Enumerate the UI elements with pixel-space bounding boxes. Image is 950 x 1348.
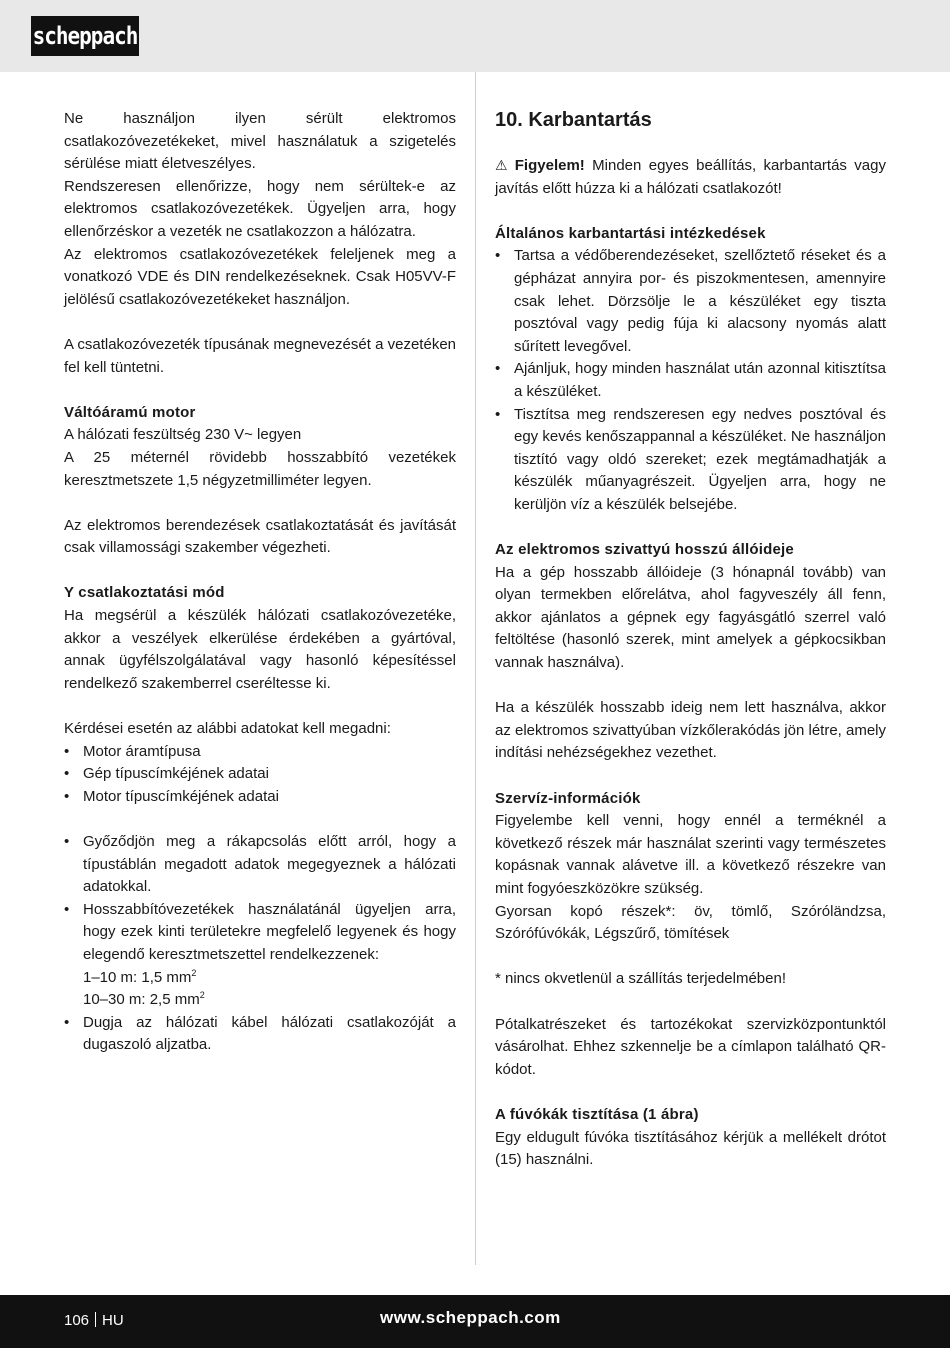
list-item: • Dugja az hálózati kábel hálózati csatlakozóját a dugaszoló aljzatba. xyxy=(64,1012,456,1057)
paragraph: Figyelembe kell venni, hogy ennél a terméknél a következő részek már használat szerinti vagy természetes kopásnak vannak alávetve ill. a következő részekre van mint fogyóeszközökre szükség. xyxy=(495,812,886,897)
paragraph: Az elektromos csatlakozóvezetékek feleljenek meg a vonatkozó VDE és DIN rendelkezéseknek. Csak H05VV-F jelölésű csatlakozóvezetékeket használjon. xyxy=(64,245,456,308)
right-column xyxy=(495,108,886,1172)
bullet-list xyxy=(64,741,456,809)
section-title: 10. Karbantartás xyxy=(495,109,652,131)
paragraph: Pótalkatrészeket és tartozékokat szervizközpontunktól vásárolhat. Ehhez szkennelje be a címlapon található QR-kódot. xyxy=(495,1015,886,1078)
warning-paragraph xyxy=(495,154,886,200)
cross-section-line: 1–10 m: 1,5 mm xyxy=(83,968,192,986)
paragraph: Ha a gép hosszabb állóideje (3 hónapnál tovább) van olyan termekben előrelátva, ahol fagyveszély áll fenn, akkor ajánlatos a gépnek egy fagyásgátló szerrel való feltöltése (hasonló szerek, mint amelyek a gépkocsikban vannak használva). xyxy=(495,563,886,672)
paragraph: Rendszeresen ellenőrizze, hogy nem sérültek-e az elektromos csatlakozóvezetékek. Ügyeljen arra, hogy ellenőrzéskor a vezeték ne csatlakozzon a hálózatra. xyxy=(64,177,456,240)
list-item xyxy=(64,899,456,1012)
page-header xyxy=(0,0,950,72)
list-item: • Gép típuscímkéjének adatai xyxy=(64,763,456,786)
paragraph: Az elektromos berendezések csatlakoztatását és javítását csak villamossági szakember végezheti. xyxy=(64,516,456,557)
heading-service-info: Szervíz-információk xyxy=(495,789,641,807)
paragraph: Ha megsérül a készülék hálózati csatlakozóvezetéke, akkor a veszélyek elkerülése érdekében a gyártóval, annak ügyfélszolgálatával vagy hasonló képesítéssel rendelkező szakemberrel cseréltesse ki. xyxy=(64,607,456,692)
list-item: • Tisztítsa meg rendszeresen egy nedves posztóval és egy kevés kenőszappannal a készüléket. Ne használjon tisztító vagy oldó szereket; ezek megtámadhatják a készülék műanyagrészeit. Ügyeljen arra, hogy ne kerüljön víz a készülék belsejébe. xyxy=(495,404,886,517)
paragraph: A csatlakozóvezeték típusának megnevezését a vezetéken fel kell tüntetni. xyxy=(64,335,456,376)
separator xyxy=(95,1312,96,1327)
paragraph: Ha a készülék hosszabb ideig nem lett használva, akkor az elektromos szivattyúban vízkőlerakódás jön létre, amely indítási nehézségekhez vezethet. xyxy=(495,699,887,762)
column-divider xyxy=(475,72,476,1265)
page-number xyxy=(64,1311,124,1331)
logo-text: scheppach xyxy=(32,22,138,50)
list-item: • Tartsa a védőberendezéseket, szellőztető réseket és a gépházat annyira por- és piszokmentesen, amennyire csak lehet. Dörzsölje le a készüléket egy tiszta posztóval vagy pedig fúja ki alacsony nyomás alatt sűrített levegővel. xyxy=(495,245,886,358)
paragraph: Gyorsan kopó részek*: öv, tömlő, Szóróländzsa, Szórófúvókák, Légszűrő, tömítések xyxy=(495,902,886,943)
superscript: 2 xyxy=(191,967,197,978)
heading-motor: Váltóáramú motor xyxy=(64,403,196,421)
list-item: • Motor áramtípusa xyxy=(64,741,456,764)
language-code: HU xyxy=(102,1312,124,1329)
bullet-list xyxy=(64,831,456,1057)
cross-section-line: 10–30 m: 2,5 mm xyxy=(83,991,200,1009)
heading-y-connection: Y csatlakoztatási mód xyxy=(64,584,225,602)
paragraph: * nincs okvetlenül a szállítás terjedelmében! xyxy=(495,970,786,988)
superscript: 2 xyxy=(199,990,205,1001)
heading-general-maintenance: Általános karbantartási intézkedések xyxy=(495,224,766,242)
heading-pump-storage: Az elektromos szivattyú hosszú állóideje xyxy=(495,541,794,559)
brand-logo xyxy=(31,16,139,56)
paragraph: Egy eldugult fúvóka tisztításához kérjük a mellékelt drótot (15) használni. xyxy=(495,1128,886,1169)
list-item: • Győződjön meg a rákapcsolás előtt arról, hogy a típustáblán megadott adatok megegyeznek a hálózati adatokkal. xyxy=(64,831,456,899)
list-item-text: Hosszabbítóvezetékek használatánál ügyeljen arra, hogy ezek kinti területekre megfelelő legyenek és hogy elegendő keresztmetszettel rendelkezzenek: xyxy=(83,900,456,963)
page-number-value: 106 xyxy=(64,1312,90,1329)
list-item: • Ajánljuk, hogy minden használat után azonnal kitisztítsa a készüléket. xyxy=(495,358,886,403)
page-footer xyxy=(0,1295,950,1348)
warning-label: Figyelem! xyxy=(514,157,585,174)
paragraph: A 25 méternél rövidebb hosszabbító vezetékek keresztmetszete 1,5 négyzetmilliméter legyen. xyxy=(64,448,456,489)
website-link[interactable]: www.scheppach.com xyxy=(380,1308,561,1327)
warning-text: Minden egyes beállítás, karbantartás vagy javítás előtt húzza ki a hálózati csatlakozót! xyxy=(495,157,886,197)
left-column xyxy=(64,108,456,1057)
heading-nozzle-cleaning: A fúvókák tisztítása (1 ábra) xyxy=(495,1105,699,1123)
warning-triangle-icon: ⚠ xyxy=(495,157,511,173)
paragraph: Kérdései esetén az alábbi adatokat kell megadni: xyxy=(64,720,391,738)
bullet-list xyxy=(495,245,886,516)
list-item: • Motor típuscímkéjének adatai xyxy=(64,786,456,809)
paragraph: A hálózati feszültség 230 V~ legyen xyxy=(64,426,302,444)
paragraph: Ne használjon ilyen sérült elektromos csatlakozóvezetékeket, mivel használatuk a szigetelés sérülése miatt életveszélyes. xyxy=(64,110,456,173)
